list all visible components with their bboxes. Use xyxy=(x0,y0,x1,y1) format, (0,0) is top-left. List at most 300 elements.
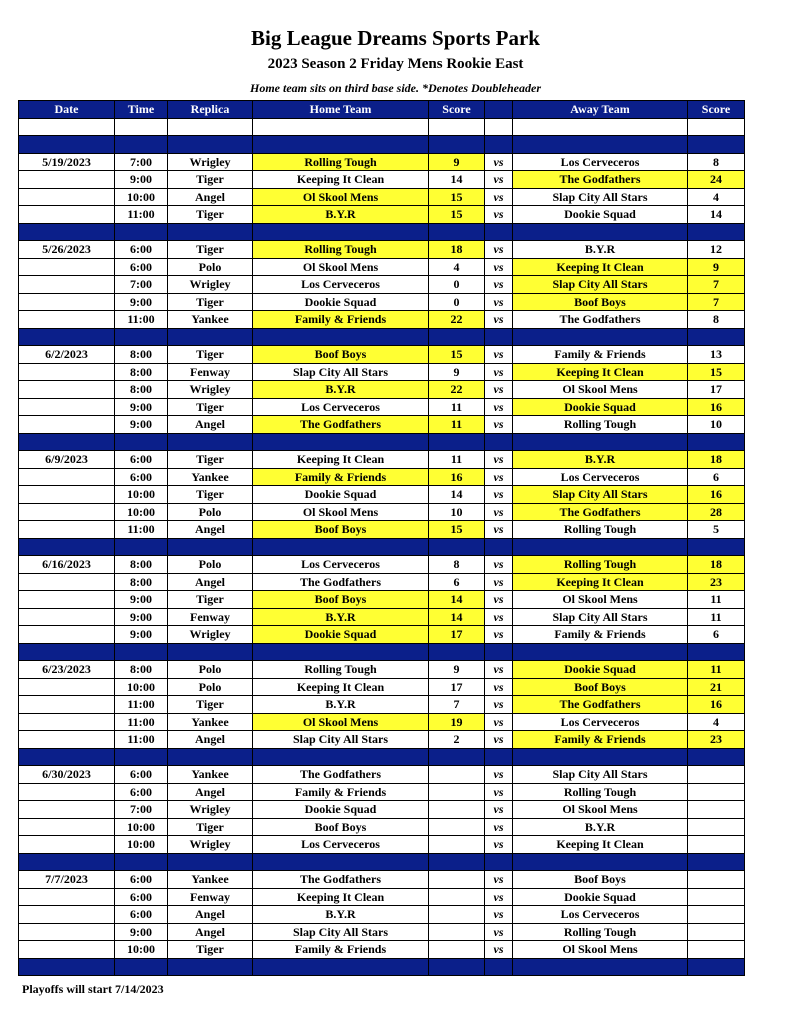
away-score: 7 xyxy=(688,293,745,311)
home-team: B.Y.R xyxy=(253,608,429,626)
home-team: Slap City All Stars xyxy=(253,923,429,941)
page-subtitle: 2023 Season 2 Friday Mens Rookie East xyxy=(267,56,524,72)
home-team: Boof Boys xyxy=(253,521,429,539)
game-row xyxy=(19,801,745,819)
vs-label: vs xyxy=(485,696,513,714)
blank-row xyxy=(19,118,745,136)
away-team: Los Cerveceros xyxy=(513,468,688,486)
away-score xyxy=(688,836,745,854)
separator-row xyxy=(19,223,745,241)
game-time: 6:00 xyxy=(115,451,168,469)
home-score xyxy=(429,923,485,941)
game-date: 6/9/2023 xyxy=(19,451,115,469)
game-date: 6/16/2023 xyxy=(19,556,115,574)
home-team: Boof Boys xyxy=(253,346,429,364)
home-score: 14 xyxy=(429,171,485,189)
away-score: 23 xyxy=(688,573,745,591)
away-score: 11 xyxy=(688,608,745,626)
game-replica: Tiger xyxy=(168,293,253,311)
vs-label: vs xyxy=(485,573,513,591)
col-away-team: Away Team xyxy=(513,101,688,119)
vs-label: vs xyxy=(485,468,513,486)
game-time: 7:00 xyxy=(115,153,168,171)
away-team: Los Cerveceros xyxy=(513,713,688,731)
home-team: The Godfathers xyxy=(253,573,429,591)
game-replica: Polo xyxy=(168,503,253,521)
game-row xyxy=(19,468,745,486)
game-row xyxy=(19,731,745,749)
game-replica: Tiger xyxy=(168,591,253,609)
away-team: Dookie Squad xyxy=(513,206,688,224)
vs-label: vs xyxy=(485,888,513,906)
away-team: Ol Skool Mens xyxy=(513,941,688,959)
game-date xyxy=(19,941,115,959)
home-team: Boof Boys xyxy=(253,591,429,609)
vs-label: vs xyxy=(485,836,513,854)
home-team: B.Y.R xyxy=(253,906,429,924)
home-score: 18 xyxy=(429,241,485,259)
game-time: 8:00 xyxy=(115,661,168,679)
vs-label: vs xyxy=(485,416,513,434)
away-score xyxy=(688,801,745,819)
game-row xyxy=(19,713,745,731)
away-score: 23 xyxy=(688,731,745,749)
game-time: 6:00 xyxy=(115,468,168,486)
game-replica: Angel xyxy=(168,731,253,749)
separator-row xyxy=(19,748,745,766)
home-score xyxy=(429,818,485,836)
game-row xyxy=(19,398,745,416)
home-score: 4 xyxy=(429,258,485,276)
away-score: 18 xyxy=(688,451,745,469)
vs-label: vs xyxy=(485,311,513,329)
away-score: 16 xyxy=(688,398,745,416)
game-replica: Yankee xyxy=(168,766,253,784)
home-team: Keeping It Clean xyxy=(253,888,429,906)
separator-row xyxy=(19,643,745,661)
away-team: The Godfathers xyxy=(513,696,688,714)
game-date xyxy=(19,801,115,819)
game-row xyxy=(19,363,745,381)
game-time: 10:00 xyxy=(115,486,168,504)
away-score: 5 xyxy=(688,521,745,539)
away-score xyxy=(688,783,745,801)
game-date xyxy=(19,171,115,189)
away-score xyxy=(688,871,745,889)
game-replica: Polo xyxy=(168,556,253,574)
game-row xyxy=(19,206,745,224)
game-time: 6:00 xyxy=(115,888,168,906)
game-row xyxy=(19,608,745,626)
game-row xyxy=(19,818,745,836)
game-date xyxy=(19,381,115,399)
vs-label: vs xyxy=(485,171,513,189)
away-team: Ol Skool Mens xyxy=(513,381,688,399)
game-time: 9:00 xyxy=(115,608,168,626)
away-team: Rolling Tough xyxy=(513,521,688,539)
game-row xyxy=(19,696,745,714)
game-replica: Polo xyxy=(168,661,253,679)
game-time: 9:00 xyxy=(115,626,168,644)
away-team: Dookie Squad xyxy=(513,661,688,679)
home-team: Los Cerveceros xyxy=(253,836,429,854)
vs-label: vs xyxy=(485,293,513,311)
game-time: 10:00 xyxy=(115,836,168,854)
col-date: Date xyxy=(19,101,115,119)
away-team: Boof Boys xyxy=(513,871,688,889)
vs-label: vs xyxy=(485,521,513,539)
game-replica: Wrigley xyxy=(168,626,253,644)
game-time: 11:00 xyxy=(115,206,168,224)
vs-label: vs xyxy=(485,258,513,276)
home-score: 14 xyxy=(429,486,485,504)
game-replica: Wrigley xyxy=(168,801,253,819)
away-score: 17 xyxy=(688,381,745,399)
home-score xyxy=(429,836,485,854)
home-score: 19 xyxy=(429,713,485,731)
game-time: 8:00 xyxy=(115,346,168,364)
game-date xyxy=(19,923,115,941)
game-replica: Angel xyxy=(168,906,253,924)
game-row xyxy=(19,346,745,364)
away-team: Boof Boys xyxy=(513,293,688,311)
game-replica: Tiger xyxy=(168,241,253,259)
vs-label: vs xyxy=(485,661,513,679)
away-team: Ol Skool Mens xyxy=(513,591,688,609)
game-row xyxy=(19,171,745,189)
game-time: 8:00 xyxy=(115,556,168,574)
away-score: 8 xyxy=(688,311,745,329)
header-note: Home team sits on third base side. *Denotes Doubleheader xyxy=(250,81,541,95)
game-replica: Tiger xyxy=(168,346,253,364)
game-time: 7:00 xyxy=(115,276,168,294)
away-score: 11 xyxy=(688,661,745,679)
game-row xyxy=(19,311,745,329)
vs-label: vs xyxy=(485,766,513,784)
home-score: 6 xyxy=(429,573,485,591)
game-date: 5/19/2023 xyxy=(19,153,115,171)
vs-label: vs xyxy=(485,801,513,819)
col-time: Time xyxy=(115,101,168,119)
game-row xyxy=(19,556,745,574)
home-score: 2 xyxy=(429,731,485,749)
game-replica: Yankee xyxy=(168,311,253,329)
home-team: Slap City All Stars xyxy=(253,363,429,381)
away-score xyxy=(688,906,745,924)
home-team: The Godfathers xyxy=(253,871,429,889)
game-replica: Angel xyxy=(168,783,253,801)
game-time: 10:00 xyxy=(115,188,168,206)
game-date xyxy=(19,188,115,206)
game-date xyxy=(19,258,115,276)
vs-label: vs xyxy=(485,591,513,609)
game-replica: Yankee xyxy=(168,871,253,889)
game-date xyxy=(19,608,115,626)
home-score: 17 xyxy=(429,626,485,644)
vs-label: vs xyxy=(485,503,513,521)
game-row xyxy=(19,416,745,434)
separator-row xyxy=(19,958,745,976)
away-score: 14 xyxy=(688,206,745,224)
game-date: 5/26/2023 xyxy=(19,241,115,259)
game-date: 7/7/2023 xyxy=(19,871,115,889)
game-time: 6:00 xyxy=(115,258,168,276)
game-row xyxy=(19,591,745,609)
home-team: Family & Friends xyxy=(253,311,429,329)
game-replica: Angel xyxy=(168,416,253,434)
game-time: 7:00 xyxy=(115,801,168,819)
game-time: 11:00 xyxy=(115,521,168,539)
away-team: Los Cerveceros xyxy=(513,906,688,924)
game-replica: Fenway xyxy=(168,608,253,626)
away-team: Rolling Tough xyxy=(513,923,688,941)
home-team: Los Cerveceros xyxy=(253,276,429,294)
game-row xyxy=(19,626,745,644)
game-replica: Wrigley xyxy=(168,276,253,294)
game-time: 10:00 xyxy=(115,503,168,521)
game-date xyxy=(19,696,115,714)
game-date xyxy=(19,713,115,731)
game-row xyxy=(19,451,745,469)
game-date xyxy=(19,363,115,381)
game-row xyxy=(19,766,745,784)
game-replica: Angel xyxy=(168,521,253,539)
game-replica: Tiger xyxy=(168,451,253,469)
away-score: 21 xyxy=(688,678,745,696)
game-row xyxy=(19,153,745,171)
col-away-score: Score xyxy=(688,101,745,119)
game-date xyxy=(19,731,115,749)
game-date xyxy=(19,818,115,836)
game-time: 11:00 xyxy=(115,696,168,714)
home-team: Dookie Squad xyxy=(253,801,429,819)
home-team: B.Y.R xyxy=(253,206,429,224)
game-row xyxy=(19,258,745,276)
home-team: Rolling Tough xyxy=(253,153,429,171)
header-row xyxy=(19,101,745,119)
home-team: Ol Skool Mens xyxy=(253,713,429,731)
vs-label: vs xyxy=(485,241,513,259)
game-date xyxy=(19,276,115,294)
away-team: Ol Skool Mens xyxy=(513,801,688,819)
game-date xyxy=(19,486,115,504)
away-score: 8 xyxy=(688,153,745,171)
away-score: 10 xyxy=(688,416,745,434)
game-date: 6/30/2023 xyxy=(19,766,115,784)
home-score: 11 xyxy=(429,398,485,416)
home-team: Dookie Squad xyxy=(253,626,429,644)
away-score xyxy=(688,923,745,941)
game-row xyxy=(19,381,745,399)
game-date: 6/2/2023 xyxy=(19,346,115,364)
game-date: 6/23/2023 xyxy=(19,661,115,679)
game-time: 9:00 xyxy=(115,293,168,311)
home-score: 14 xyxy=(429,608,485,626)
game-time: 6:00 xyxy=(115,766,168,784)
home-team: Dookie Squad xyxy=(253,293,429,311)
away-score: 12 xyxy=(688,241,745,259)
home-team: Dookie Squad xyxy=(253,486,429,504)
vs-label: vs xyxy=(485,556,513,574)
home-score xyxy=(429,941,485,959)
home-score xyxy=(429,766,485,784)
vs-label: vs xyxy=(485,678,513,696)
vs-label: vs xyxy=(485,713,513,731)
away-team: Keeping It Clean xyxy=(513,573,688,591)
separator-row xyxy=(19,853,745,871)
home-team: Ol Skool Mens xyxy=(253,503,429,521)
away-team: Dookie Squad xyxy=(513,888,688,906)
vs-label: vs xyxy=(485,608,513,626)
away-team: Rolling Tough xyxy=(513,556,688,574)
game-row xyxy=(19,678,745,696)
away-team: The Godfathers xyxy=(513,503,688,521)
game-time: 6:00 xyxy=(115,783,168,801)
home-team: The Godfathers xyxy=(253,766,429,784)
game-date xyxy=(19,311,115,329)
home-score xyxy=(429,801,485,819)
home-score: 15 xyxy=(429,346,485,364)
home-team: B.Y.R xyxy=(253,381,429,399)
vs-label: vs xyxy=(485,783,513,801)
vs-label: vs xyxy=(485,206,513,224)
game-time: 9:00 xyxy=(115,171,168,189)
vs-label: vs xyxy=(485,731,513,749)
home-team: Ol Skool Mens xyxy=(253,188,429,206)
home-score: 17 xyxy=(429,678,485,696)
game-time: 10:00 xyxy=(115,941,168,959)
away-score: 4 xyxy=(688,188,745,206)
home-team: Keeping It Clean xyxy=(253,451,429,469)
home-team: Rolling Tough xyxy=(253,661,429,679)
game-replica: Tiger xyxy=(168,171,253,189)
game-date xyxy=(19,206,115,224)
away-team: Rolling Tough xyxy=(513,783,688,801)
home-team: Rolling Tough xyxy=(253,241,429,259)
away-team: Slap City All Stars xyxy=(513,188,688,206)
away-team: Slap City All Stars xyxy=(513,766,688,784)
game-replica: Fenway xyxy=(168,363,253,381)
game-date xyxy=(19,521,115,539)
schedule-table xyxy=(18,100,745,976)
home-team: Family & Friends xyxy=(253,468,429,486)
home-score xyxy=(429,888,485,906)
game-date xyxy=(19,626,115,644)
game-row xyxy=(19,241,745,259)
away-team: Slap City All Stars xyxy=(513,276,688,294)
away-team: Rolling Tough xyxy=(513,416,688,434)
away-score: 6 xyxy=(688,468,745,486)
game-date xyxy=(19,678,115,696)
home-score: 9 xyxy=(429,661,485,679)
home-team: Family & Friends xyxy=(253,941,429,959)
game-time: 8:00 xyxy=(115,573,168,591)
away-team: Keeping It Clean xyxy=(513,258,688,276)
away-team: Family & Friends xyxy=(513,346,688,364)
vs-label: vs xyxy=(485,381,513,399)
home-score: 10 xyxy=(429,503,485,521)
game-row xyxy=(19,188,745,206)
home-team: Keeping It Clean xyxy=(253,171,429,189)
game-time: 11:00 xyxy=(115,713,168,731)
game-row xyxy=(19,783,745,801)
game-date xyxy=(19,783,115,801)
game-replica: Angel xyxy=(168,188,253,206)
game-replica: Fenway xyxy=(168,888,253,906)
away-team: The Godfathers xyxy=(513,311,688,329)
game-time: 11:00 xyxy=(115,731,168,749)
col-home-team: Home Team xyxy=(253,101,429,119)
away-score: 18 xyxy=(688,556,745,574)
home-score: 7 xyxy=(429,696,485,714)
game-row xyxy=(19,661,745,679)
away-team: Dookie Squad xyxy=(513,398,688,416)
game-replica: Wrigley xyxy=(168,153,253,171)
separator-row xyxy=(19,328,745,346)
away-score: 13 xyxy=(688,346,745,364)
home-score: 9 xyxy=(429,153,485,171)
vs-label: vs xyxy=(485,626,513,644)
game-time: 10:00 xyxy=(115,818,168,836)
game-time: 11:00 xyxy=(115,311,168,329)
away-score xyxy=(688,766,745,784)
home-score: 11 xyxy=(429,416,485,434)
home-score: 9 xyxy=(429,363,485,381)
game-date xyxy=(19,836,115,854)
away-team: Keeping It Clean xyxy=(513,836,688,854)
vs-label: vs xyxy=(485,363,513,381)
game-time: 9:00 xyxy=(115,591,168,609)
game-row xyxy=(19,888,745,906)
away-team: Boof Boys xyxy=(513,678,688,696)
game-date xyxy=(19,573,115,591)
game-row xyxy=(19,521,745,539)
home-team: Boof Boys xyxy=(253,818,429,836)
game-date xyxy=(19,468,115,486)
home-team: Keeping It Clean xyxy=(253,678,429,696)
vs-label: vs xyxy=(485,818,513,836)
game-replica: Tiger xyxy=(168,398,253,416)
away-score xyxy=(688,888,745,906)
game-row xyxy=(19,486,745,504)
vs-label: vs xyxy=(485,188,513,206)
game-time: 9:00 xyxy=(115,923,168,941)
separator-row xyxy=(19,538,745,556)
away-score: 9 xyxy=(688,258,745,276)
home-score: 11 xyxy=(429,451,485,469)
home-score xyxy=(429,871,485,889)
game-date xyxy=(19,503,115,521)
vs-label: vs xyxy=(485,923,513,941)
game-replica: Polo xyxy=(168,258,253,276)
game-time: 9:00 xyxy=(115,398,168,416)
away-score: 24 xyxy=(688,171,745,189)
game-time: 6:00 xyxy=(115,871,168,889)
away-team: Keeping It Clean xyxy=(513,363,688,381)
game-replica: Polo xyxy=(168,678,253,696)
away-score: 16 xyxy=(688,696,745,714)
home-team: Family & Friends xyxy=(253,783,429,801)
away-score: 16 xyxy=(688,486,745,504)
game-replica: Wrigley xyxy=(168,381,253,399)
vs-label: vs xyxy=(485,346,513,364)
home-score: 0 xyxy=(429,276,485,294)
vs-label: vs xyxy=(485,398,513,416)
away-score: 4 xyxy=(688,713,745,731)
away-team: Los Cerveceros xyxy=(513,153,688,171)
home-score: 0 xyxy=(429,293,485,311)
home-team: The Godfathers xyxy=(253,416,429,434)
